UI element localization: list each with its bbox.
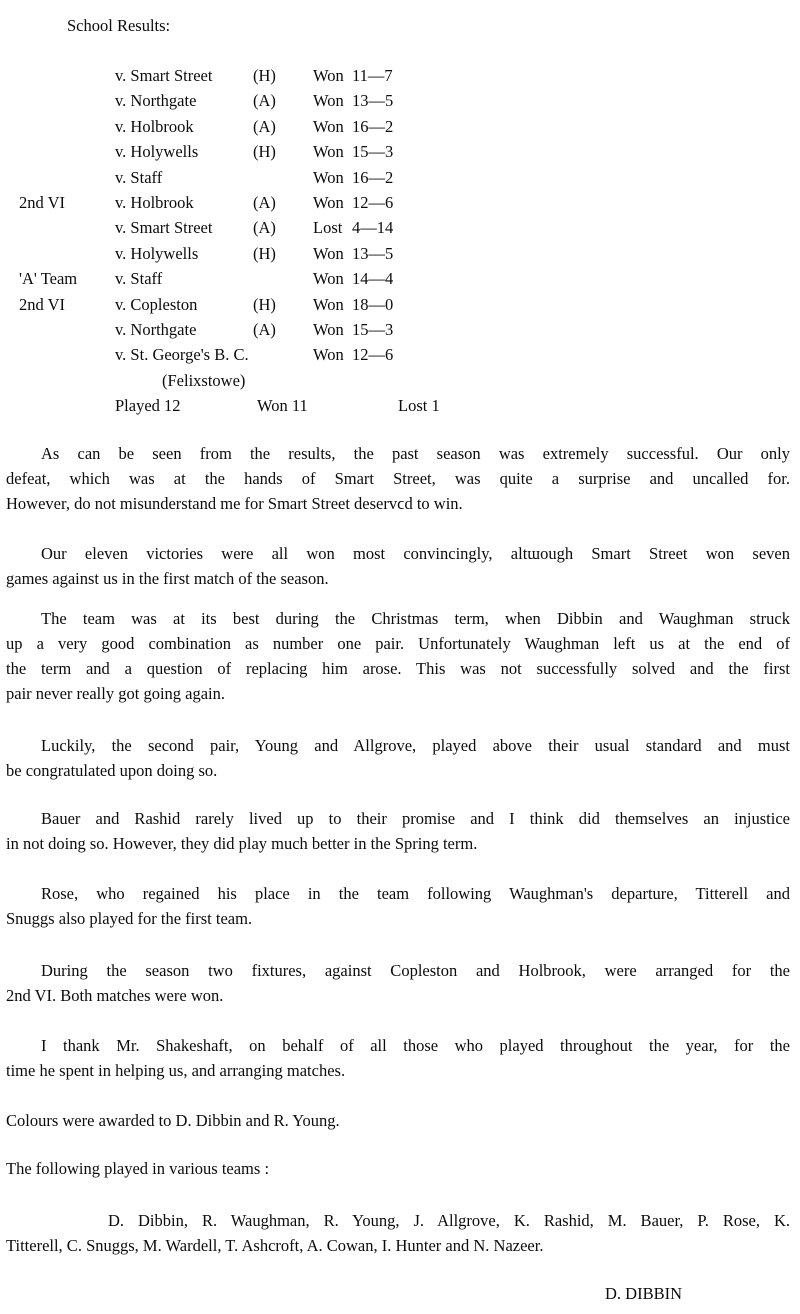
venue-code: (A)	[253, 192, 276, 212]
colours-awarded-line	[6, 1108, 790, 1133]
season-summary	[0, 393, 800, 418]
opponent-name: v. Staff	[115, 269, 163, 289]
result-row	[0, 114, 800, 139]
opponent-name: v. Holbrook	[115, 116, 194, 136]
paragraph-thanks	[6, 1033, 790, 1083]
match-score: 13—5	[352, 91, 394, 111]
result-row	[0, 63, 800, 88]
opponent-name: v. Northgate	[115, 319, 197, 339]
text-line: Colours were awarded to D. Dibbin and R. Young.	[6, 1111, 340, 1130]
paragraph-bauer-rashid	[6, 806, 790, 856]
team-label: 2nd VI	[19, 192, 65, 212]
match-result: Won	[313, 243, 344, 263]
result-row	[0, 88, 800, 113]
opponent-name: v. Northgate	[115, 91, 197, 111]
opponent-name: v. Smart Street	[115, 66, 213, 85]
match-result: Won	[313, 91, 344, 111]
result-row	[0, 292, 800, 317]
match-score: 11—7	[352, 66, 393, 85]
text-line: time he spent in helping us, and arranging matches.	[6, 1061, 346, 1080]
venue-code: (H)	[253, 294, 276, 314]
result-row	[0, 342, 800, 367]
result-row	[0, 241, 800, 266]
text-line: D. Dibbin, R. Waughman, R. Young, J. Allgrove, K. Rashid, M. Bauer, P. Rose, K.	[108, 1211, 790, 1230]
result-row	[0, 165, 800, 190]
match-score: 12—6	[352, 345, 394, 365]
text-line: The team was at its best during the Christmas term, when Dibbin and Waughman struck	[41, 609, 790, 628]
lost-total: Lost 1	[398, 396, 440, 415]
won-total: Won 11	[257, 396, 308, 415]
venue-code: (A)	[253, 91, 276, 111]
match-score: 13—5	[352, 243, 394, 263]
result-row	[0, 190, 800, 215]
text-line: Rose, who regained his place in the team following Waughman's departure, Titterell and	[41, 884, 790, 903]
venue-code: (A)	[253, 116, 276, 136]
text-line: Titterell, C. Snuggs, M. Wardell, T. Ashcroft, A. Cowan, I. Hunter and N. Nazeer.	[6, 1236, 544, 1255]
results-table	[0, 63, 800, 368]
venue-code: (H)	[253, 66, 276, 85]
players-list-paragraph	[6, 1208, 790, 1258]
paragraph-victories	[6, 541, 790, 591]
paragraph-2nd-vi-fixtures	[6, 958, 790, 1008]
match-score: 18—0	[352, 294, 394, 314]
team-label: 'A' Team	[19, 269, 78, 289]
match-score: 16—2	[352, 167, 394, 187]
text-line: Our eleven victories were all won most convincingly, altɯough Smart Street won seven	[41, 544, 790, 563]
text-line: Bauer and Rashid rarely lived up to their promise and I think did themselves an injustice	[41, 809, 790, 828]
opponent-name: v. St. George's B. C.	[115, 345, 249, 365]
match-result: Lost	[313, 218, 343, 238]
venue-code: (H)	[253, 243, 276, 263]
text-line: Snuggs also played for the first team.	[6, 909, 253, 928]
match-score: 15—3	[352, 142, 394, 162]
match-score: 16—2	[352, 116, 394, 136]
text-line: in not doing so. However, they did play much better in the Spring term.	[6, 834, 478, 853]
text-line: Luckily, the second pair, Young and Allgrove, played above their usual standard and must	[41, 736, 790, 755]
paragraph-second-pair	[6, 733, 790, 783]
team-label: 2nd VI	[19, 294, 65, 314]
match-result: Won	[313, 345, 344, 365]
paragraph-christmas-term	[6, 606, 790, 706]
opponent-name: v. Copleston	[115, 294, 198, 314]
result-row	[0, 266, 800, 291]
results-heading: School Results:	[67, 16, 171, 35]
result-row	[0, 317, 800, 342]
text-line: However, do not misunderstand me for Smart Street deservϲd to win.	[6, 494, 463, 513]
text-line: up a very good combination as number one pair. Unfortunately Waughman left us at the end of	[6, 634, 790, 653]
text-line: During the season two fixtures, against Copleston and Holbrook, were arranged for the	[41, 961, 790, 980]
text-line: pair never really got going again.	[6, 684, 226, 703]
opponent-name: v. Holbrook	[115, 192, 194, 212]
match-score: 4—14	[352, 218, 394, 238]
felixstowe-note: (Felixstowe)	[162, 371, 246, 390]
match-score: 14—4	[352, 269, 394, 289]
match-result: Won	[313, 269, 344, 289]
opponent-name: v. Holywells	[115, 243, 199, 263]
match-result: Won	[313, 116, 344, 136]
opponent-name: v. Holywells	[115, 142, 199, 162]
match-result: Won	[313, 167, 344, 187]
result-row	[0, 215, 800, 240]
match-score: 12—6	[352, 192, 394, 212]
text-line: 2nd VI. Both matches were won.	[6, 986, 224, 1005]
match-result: Won	[313, 294, 344, 314]
match-result: Won	[313, 142, 344, 162]
text-line: be congratulated upon doing so.	[6, 761, 218, 780]
opponent-name: v. Smart Street	[115, 218, 213, 238]
venue-code: (A)	[253, 218, 276, 238]
text-line: defeat, which was at the hands of Smart Street, was quite a surprise and uncalled for.	[6, 469, 790, 488]
venue-code: (A)	[253, 319, 276, 339]
text-line: As can be seen from the results, the past season was extremely successful. Our only	[41, 444, 790, 463]
match-result: Won	[313, 192, 344, 212]
text-line: games against us in the first match of the season.	[6, 569, 329, 588]
match-result: Won	[313, 66, 344, 85]
paragraph-rose	[6, 881, 790, 931]
match-result: Won	[313, 319, 344, 339]
opponent-name: v. Staff	[115, 167, 163, 187]
teams-intro-line	[6, 1156, 790, 1181]
venue-code: (H)	[253, 142, 276, 162]
text-line: I thank Mr. Shakeshaft, on behalf of all those who played throughout the year, for the	[41, 1036, 790, 1055]
text-line: The following played in various teams :	[6, 1159, 270, 1178]
played-total: Played 12	[115, 396, 181, 415]
text-line: the term and a question of replacing him arose. This was not successfully solved and the first	[6, 659, 790, 678]
paragraph-season-summary	[6, 441, 790, 516]
match-score: 15—3	[352, 319, 394, 339]
result-row	[0, 139, 800, 164]
signature: D. DIBBIN	[605, 1284, 682, 1303]
